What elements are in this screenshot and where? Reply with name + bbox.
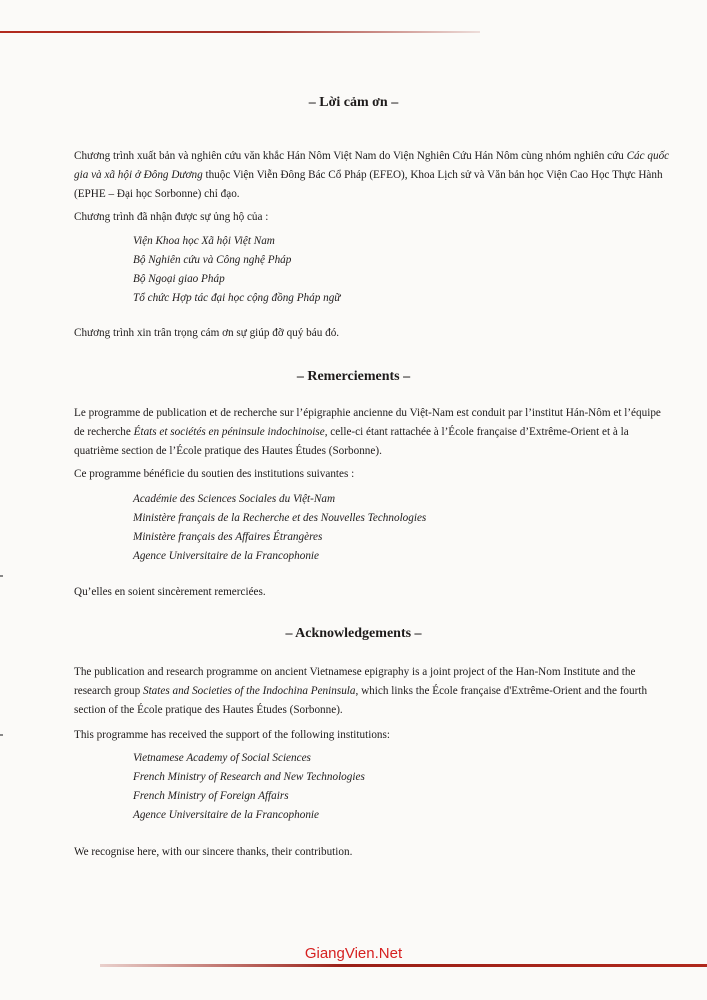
french-intro-text-end: , celle-ci étant rattachée à l’École française d’Extrême-Orient et à la quatrième section de l’École pratique des Hautes Études (Sorbonne). xyxy=(74,426,629,457)
institution-item: Académie des Sciences Sociales du Việt-Nam xyxy=(133,493,336,505)
french-research-group-name: États et sociétés en péninsule indochinoise xyxy=(133,426,325,438)
english-closing: We recognise here, with our sincere thanks, their contribution. xyxy=(74,846,353,858)
institution-item: French Ministry of Research and New Technologies xyxy=(133,771,365,783)
scan-edge-mark xyxy=(0,575,3,577)
english-intro-paragraph xyxy=(74,663,674,720)
french-support-line: Ce programme bénéficie du soutien des institutions suivantes : xyxy=(74,468,355,480)
institution-item: Ministère français des Affaires Étrangères xyxy=(133,531,323,543)
english-intro-text-end: , which links the École française d'Extrême-Orient and the fourth section of the École pratique des Hautes Études (Sorbonne). xyxy=(74,685,648,716)
watermark: GiangVien.Net xyxy=(304,945,403,962)
vietnamese-intro-paragraph xyxy=(74,147,674,204)
bottom-decorative-rule xyxy=(100,964,707,967)
top-decorative-rule xyxy=(0,31,480,33)
institution-item: Agence Universitaire de la Francophonie xyxy=(133,550,319,562)
institution-item: Vietnamese Academy of Social Sciences xyxy=(133,752,311,764)
english-support-line: This programme has received the support of the following institutions: xyxy=(74,729,390,741)
english-section-title: – Acknowledgements – xyxy=(285,626,422,641)
english-intro-text: The publication and research programme on ancient Vietnamese epigraphy is a joint project of the Han-Nom Institute and the research group xyxy=(74,666,636,697)
english-institutions-list xyxy=(133,749,365,825)
institution-item: Tổ chức Hợp tác đại học cộng đồng Pháp ngữ xyxy=(133,292,341,304)
vietnamese-section-title: – Lời cảm ơn – xyxy=(308,95,399,110)
english-research-group-name: States and Societies of the Indochina Peninsula xyxy=(142,685,356,697)
vietnamese-institutions-list xyxy=(133,232,340,308)
french-intro-text: Le programme de publication et de recherche sur l’épigraphie ancienne du Việt-Nam est conduit par l’institut Hán-Nôm et l’équipe de recherche xyxy=(74,407,661,438)
institution-item: Ministère français de la Recherche et des Nouvelles Technologies xyxy=(133,512,427,524)
institution-item: Bộ Ngoại giao Pháp xyxy=(133,273,225,285)
institution-item: Agence Universitaire de la Francophonie xyxy=(133,809,319,821)
scan-edge-mark xyxy=(0,734,3,736)
french-closing: Qu’elles en soient sincèrement remerciées. xyxy=(74,586,266,598)
institution-item: French Ministry of Foreign Affairs xyxy=(133,790,289,802)
institution-item: Bộ Nghiên cứu và Công nghệ Pháp xyxy=(133,254,292,266)
vietnamese-intro-text: Chương trình xuất bản và nghiên cứu văn khắc Hán Nôm Việt Nam do Viện Nghiên Cứu Hán Nôm cùng nhóm nghiên cứu xyxy=(74,150,627,162)
vietnamese-closing: Chương trình xin trân trọng cám ơn sự giúp đỡ quý báu đó. xyxy=(74,327,340,339)
vietnamese-intro-text-end: thuộc Viện Viễn Đông Bác Cổ Pháp (EFEO), Khoa Lịch sử và Văn bản học Viện Cao Học Thực Hành (EPHE – Đại học Sorbonne) chỉ đạo. xyxy=(74,169,663,200)
vietnamese-support-line: Chương trình đã nhận được sự ủng hộ của : xyxy=(74,211,269,223)
french-intro-paragraph xyxy=(74,404,674,461)
institution-item: Viện Khoa học Xã hội Việt Nam xyxy=(133,235,275,247)
french-section-title: – Remerciements – xyxy=(296,369,411,384)
vietnamese-research-group-name: Các quốc gia và xã hội ở Đông Dương xyxy=(74,150,670,181)
french-institutions-list xyxy=(133,490,426,566)
